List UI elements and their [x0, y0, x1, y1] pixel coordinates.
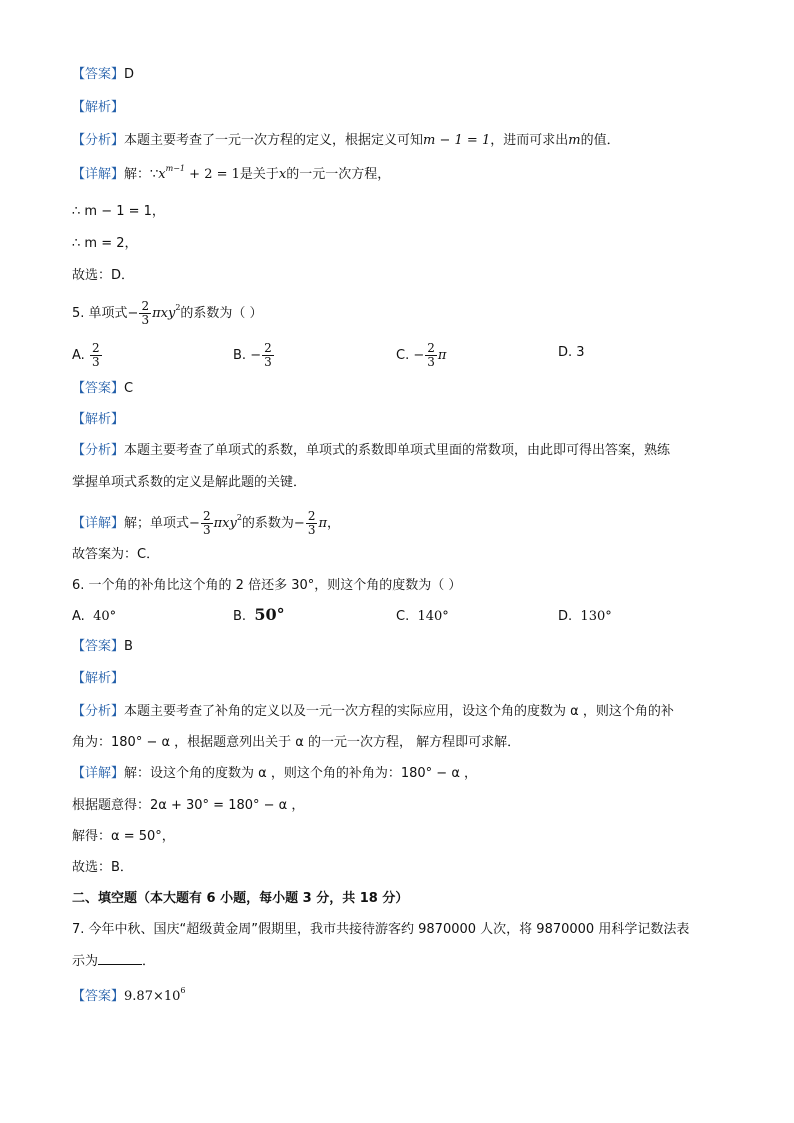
- q5-option-a: [72, 342, 103, 369]
- q5-detail-text-2: 的系数为: [241, 516, 294, 531]
- q5-suffix: 的系数为（ ）: [180, 306, 263, 321]
- q4-fenxi-text-3: 的值．: [580, 133, 620, 148]
- q6-option-c: [396, 608, 449, 626]
- fraction-numerator: 2: [427, 341, 435, 355]
- option-tail: π: [437, 348, 447, 363]
- q5-answer-line: [72, 380, 133, 398]
- q6-option-a: [72, 608, 116, 626]
- q4-detail-line: [72, 166, 390, 184]
- q6-fenxi-text: 本题主要考查了补角的定义以及一元一次方程的实际应用，设这个角的度数为 α ，则这个角的补: [124, 704, 674, 719]
- q4-detail-text-2: 是关于: [239, 167, 279, 182]
- q5-detail-result-fraction: [306, 510, 318, 537]
- q4-detail-exponent: m−1: [165, 164, 186, 173]
- q4-analysis-heading: [72, 99, 124, 117]
- q6-step-2: 解得：α = 50°，: [72, 829, 175, 844]
- q5-detail-text-3: ，: [327, 516, 341, 531]
- fraction-numerator: 2: [91, 341, 100, 355]
- section-heading: 二、填空题（本大题有 6 小题，每小题 3 分，共 18 分）: [72, 891, 409, 906]
- q6-fenxi-line: [72, 703, 674, 721]
- q5-detail-fraction: [201, 510, 213, 537]
- detail-label: 【详解】: [72, 167, 125, 182]
- analysis-label: 【解析】: [72, 671, 125, 686]
- fenxi-label: 【分析】: [72, 443, 125, 458]
- option-text: 130°: [580, 609, 612, 624]
- fraction-denominator: 3: [91, 355, 100, 369]
- option-label: A.: [72, 348, 85, 363]
- q4-detail-equation: + 2 = 1: [185, 167, 240, 182]
- q4-fenxi-line: [72, 132, 620, 150]
- answer-label: 【答案】: [72, 381, 125, 396]
- option-fraction: [90, 342, 102, 369]
- q5-answer: C: [124, 381, 134, 396]
- option-text: 3: [576, 345, 585, 360]
- q5-detail-text: 解；单项式: [124, 516, 190, 531]
- q5-sign: −: [127, 306, 139, 321]
- option-sign: −: [413, 348, 425, 363]
- analysis-label: 【解析】: [72, 412, 125, 427]
- answer-label: 【答案】: [72, 989, 125, 1004]
- q7-stem-text-2: ．: [142, 954, 156, 969]
- detail-label: 【详解】: [72, 766, 125, 781]
- q5-prefix: 5. 单项式: [72, 306, 128, 321]
- q5-detail-term: πxy: [213, 516, 237, 531]
- q6-option-b: [233, 606, 285, 626]
- answer-label: 【答案】: [72, 639, 125, 654]
- analysis-label: 【解析】: [72, 100, 125, 115]
- q5-stem: [72, 300, 263, 327]
- q5-fenxi-line: [72, 442, 670, 460]
- option-label: D.: [558, 345, 573, 360]
- option-fraction: [425, 342, 437, 369]
- q6-fenxi-line-2: 角为：180° − α ，根据题意列出关于 α 的一元一次方程， 解方程即可求解．: [72, 735, 521, 750]
- q5-fraction-denominator: 3: [141, 313, 150, 327]
- option-fraction: [262, 342, 274, 369]
- q5-term-exponent: 2: [175, 303, 181, 312]
- q6-detail-text: 解：设这个角的度数为 α ，则这个角的补角为：180° − α ，: [124, 766, 478, 781]
- q6-detail-line: [72, 765, 477, 783]
- q7-answer-exponent: 6: [180, 986, 186, 995]
- fenxi-label: 【分析】: [72, 704, 125, 719]
- q7-answer-line: [72, 988, 186, 1006]
- q5-detail-pi: π: [318, 516, 328, 531]
- q6-step-1: 根据题意得：2α + 30° = 180° − α ，: [72, 798, 305, 813]
- q5-fenxi-line-2: 掌握单项式系数的定义是解此题的关键．: [72, 475, 307, 490]
- fraction-numerator: 2: [264, 341, 272, 355]
- q7-answer-base: 9.87×10: [124, 989, 181, 1004]
- q6-answer: B: [124, 639, 133, 654]
- fenxi-label: 【分析】: [72, 133, 125, 148]
- q7-stem-line-2: [72, 952, 155, 971]
- q6-option-d: [558, 608, 612, 626]
- q5-option-d: [558, 344, 585, 362]
- q7-stem-line-1: 7. 今年中秋、国庆“超级黄金周”假期里，我市共接待游客约 9870000 人次，将 9870000 用科学记数法表: [72, 922, 690, 937]
- q5-detail-result-sign: −: [293, 516, 305, 531]
- q5-option-c: [396, 342, 446, 369]
- option-label: A.: [72, 609, 85, 624]
- option-text: 40°: [93, 609, 117, 624]
- q4-detail-var: x: [278, 167, 287, 182]
- option-label: C.: [396, 348, 410, 363]
- q4-step-2: ∴ m = 2，: [72, 236, 138, 251]
- option-sign: −: [250, 348, 262, 363]
- q5-detail-line: [72, 510, 340, 537]
- q4-fenxi-text-2: ，进而可求出: [490, 133, 569, 148]
- q5-detail-exponent: 2: [236, 513, 242, 522]
- q6-answer-line: [72, 638, 133, 656]
- q4-fenxi-equation: m − 1 = 1: [423, 133, 491, 148]
- q5-option-b: [233, 342, 275, 369]
- q4-step-1: ∴ m − 1 = 1，: [72, 204, 165, 219]
- option-label: B.: [233, 609, 247, 624]
- fraction-numerator: 2: [307, 509, 316, 523]
- q5-fraction: [139, 300, 151, 327]
- fraction-denominator: 3: [264, 355, 272, 369]
- q5-detail-sign: −: [189, 516, 200, 531]
- answer-label: 【答案】: [72, 67, 125, 82]
- option-label: C.: [396, 609, 410, 624]
- q4-detail-x: x: [158, 167, 166, 182]
- q4-detail-text: 解：∵: [124, 167, 159, 182]
- fraction-numerator: 2: [202, 509, 211, 523]
- q4-conclusion: 故选：D．: [72, 268, 135, 283]
- q6-stem: 6. 一个角的补角比这个角的 2 倍还多 30°，则这个角的度数为（ ）: [72, 578, 462, 593]
- q4-fenxi-var: m: [568, 133, 581, 148]
- q5-conclusion: 故答案为：C．: [72, 547, 160, 562]
- q4-detail-text-3: 的一元一次方程，: [286, 167, 391, 182]
- detail-label: 【详解】: [72, 516, 125, 531]
- q6-conclusion: 故选：B．: [72, 860, 133, 875]
- q5-analysis-heading: [72, 411, 124, 429]
- fraction-denominator: 3: [307, 523, 316, 537]
- option-label: D.: [558, 609, 573, 624]
- q4-answer-line: [72, 66, 134, 84]
- answer-blank: [98, 952, 142, 965]
- fraction-denominator: 3: [427, 355, 435, 369]
- q6-analysis-heading: [72, 670, 124, 688]
- option-text: 140°: [417, 609, 449, 624]
- q5-term: πxy: [152, 306, 176, 321]
- q4-answer: D: [124, 67, 135, 82]
- option-label: B.: [233, 348, 247, 363]
- option-text: 50°: [254, 605, 285, 624]
- q7-stem-text: 示为: [72, 954, 99, 969]
- q5-fraction-numerator: 2: [141, 299, 150, 313]
- q4-fenxi-text: 本题主要考查了一元一次方程的定义，根据定义可知: [124, 133, 424, 148]
- q5-fenxi-text: 本题主要考查了单项式的系数，单项式的系数即单项式里面的常数项，由此即可得出答案，熟练: [124, 443, 671, 458]
- fraction-denominator: 3: [202, 523, 211, 537]
